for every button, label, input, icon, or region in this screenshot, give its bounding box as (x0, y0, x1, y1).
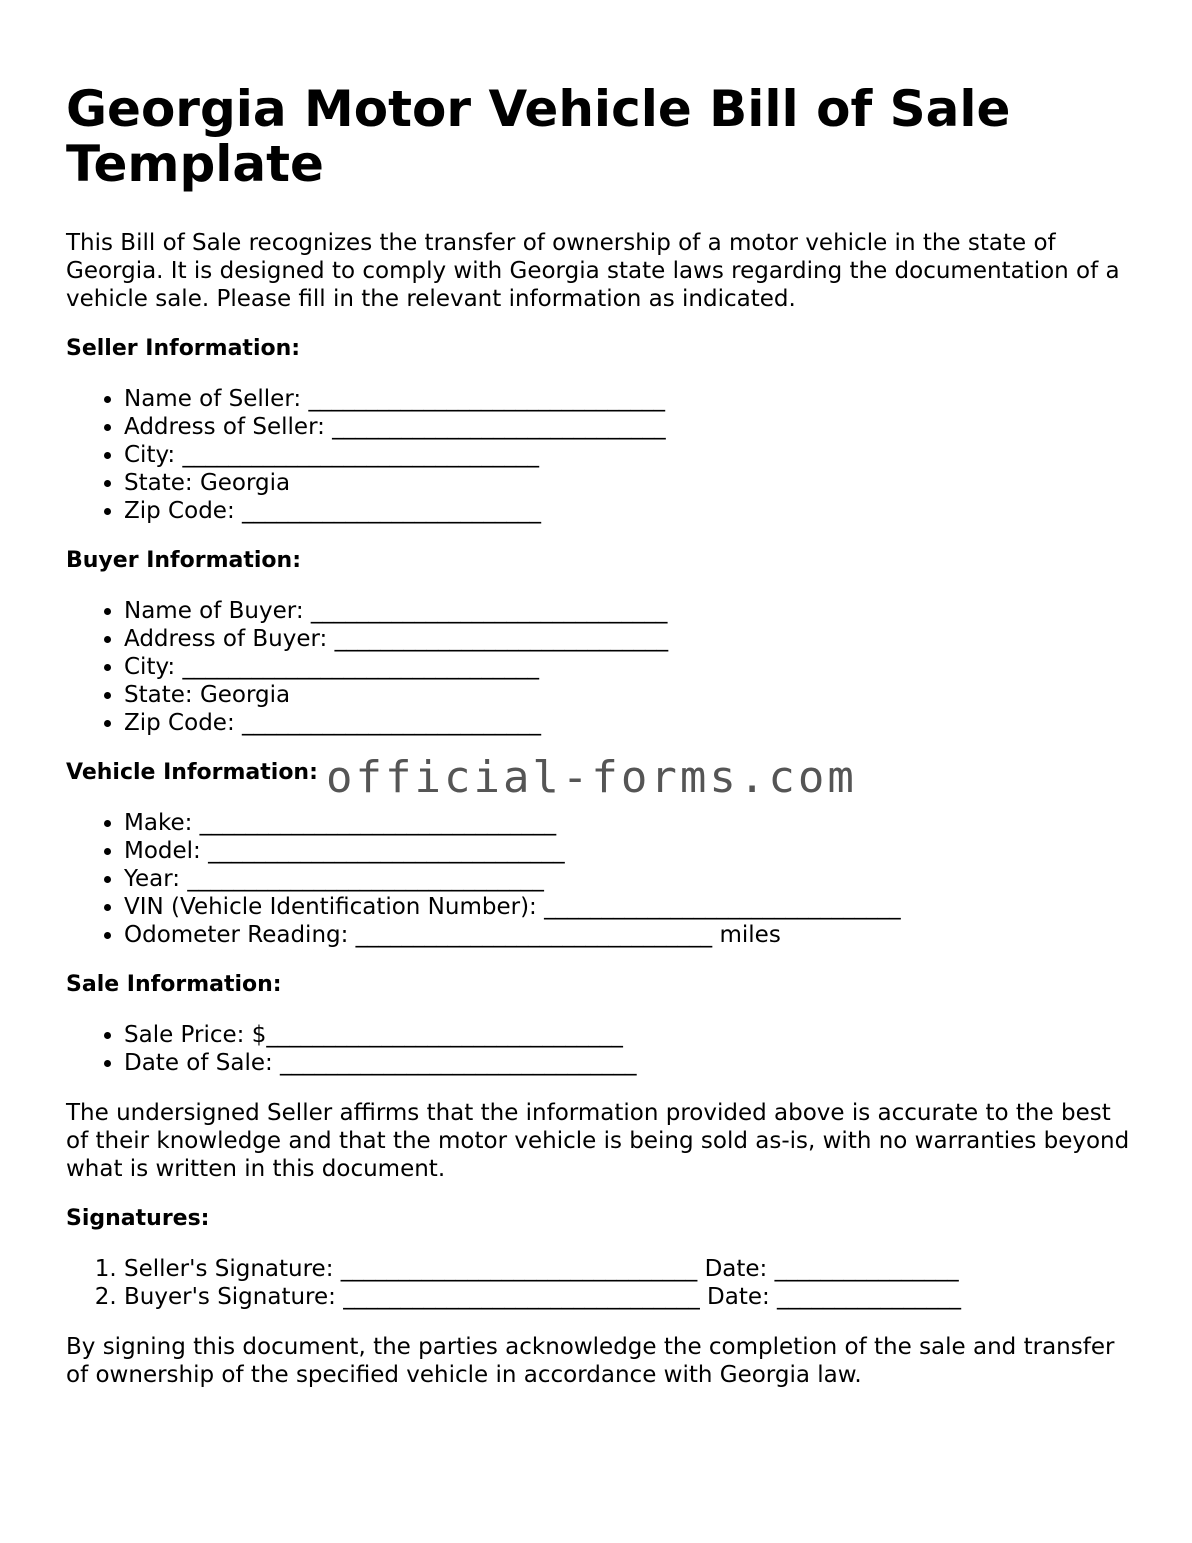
watermark: official-forms.com (326, 752, 857, 803)
list-item: • Name of Buyer: _______________________________ (124, 597, 1136, 625)
sale-list (66, 1021, 1136, 1077)
buyer-heading: Buyer Information: (66, 548, 301, 573)
signatures-list (66, 1255, 1136, 1311)
list-item: • Name of Seller: _______________________________ (124, 385, 1136, 413)
list-item: • State: Georgia (124, 469, 1136, 497)
list-item: • Zip Code: __________________________ (124, 709, 1136, 737)
list-item: 2. Buyer's Signature: _______________________________ Date: ________________ (124, 1283, 1136, 1311)
list-item: • State: Georgia (124, 681, 1136, 709)
sale-heading: Sale Information: (66, 972, 282, 997)
closing-paragraph: By signing this document, the parties acknowledge the completion of the sale and transfer of ownership of the specified vehicle in accordance with Georgia law. (66, 1334, 1115, 1388)
intro-paragraph: This Bill of Sale recognizes the transfer of ownership of a motor vehicle in the state of Georgia. It is designed to comply with Georgia state laws regarding the documentation of a vehicle sale. Please fill in the relevant information as indicated. (66, 230, 1120, 312)
seller-heading: Seller Information: (66, 336, 301, 361)
list-item: 1. Seller's Signature: _______________________________ Date: ________________ (124, 1255, 1136, 1283)
document-page (66, 82, 1136, 1411)
vehicle-heading: Vehicle Information: (66, 760, 318, 785)
list-item: • City: _______________________________ (124, 441, 1136, 469)
page-title: Georgia Motor Vehicle Bill of Sale Template (66, 80, 1011, 193)
list-item: • Address of Seller: _____________________________ (124, 413, 1136, 441)
list-item: • Address of Buyer: _____________________________ (124, 625, 1136, 653)
buyer-list (66, 597, 1136, 737)
list-item: • Model: _______________________________ (124, 837, 1136, 865)
list-item: • City: _______________________________ (124, 653, 1136, 681)
list-item: • Zip Code: __________________________ (124, 497, 1136, 525)
list-item: • Date of Sale: _______________________________ (124, 1049, 1136, 1077)
list-item: • Make: _______________________________ (124, 809, 1136, 837)
seller-list (66, 385, 1136, 525)
affirmation-paragraph: The undersigned Seller affirms that the information provided above is accurate to the best of their knowledge and that the motor vehicle is being sold as-is, with no warranties beyond what is written in this document. (66, 1100, 1130, 1182)
signatures-heading: Signatures: (66, 1206, 210, 1231)
vehicle-list (66, 809, 1136, 949)
list-item: • VIN (Vehicle Identification Number): _______________________________ (124, 893, 1136, 921)
list-item: • Sale Price: $_______________________________ (124, 1021, 1136, 1049)
list-item: • Year: _______________________________ (124, 865, 1136, 893)
list-item: • Odometer Reading: _______________________________ miles (124, 921, 1136, 949)
